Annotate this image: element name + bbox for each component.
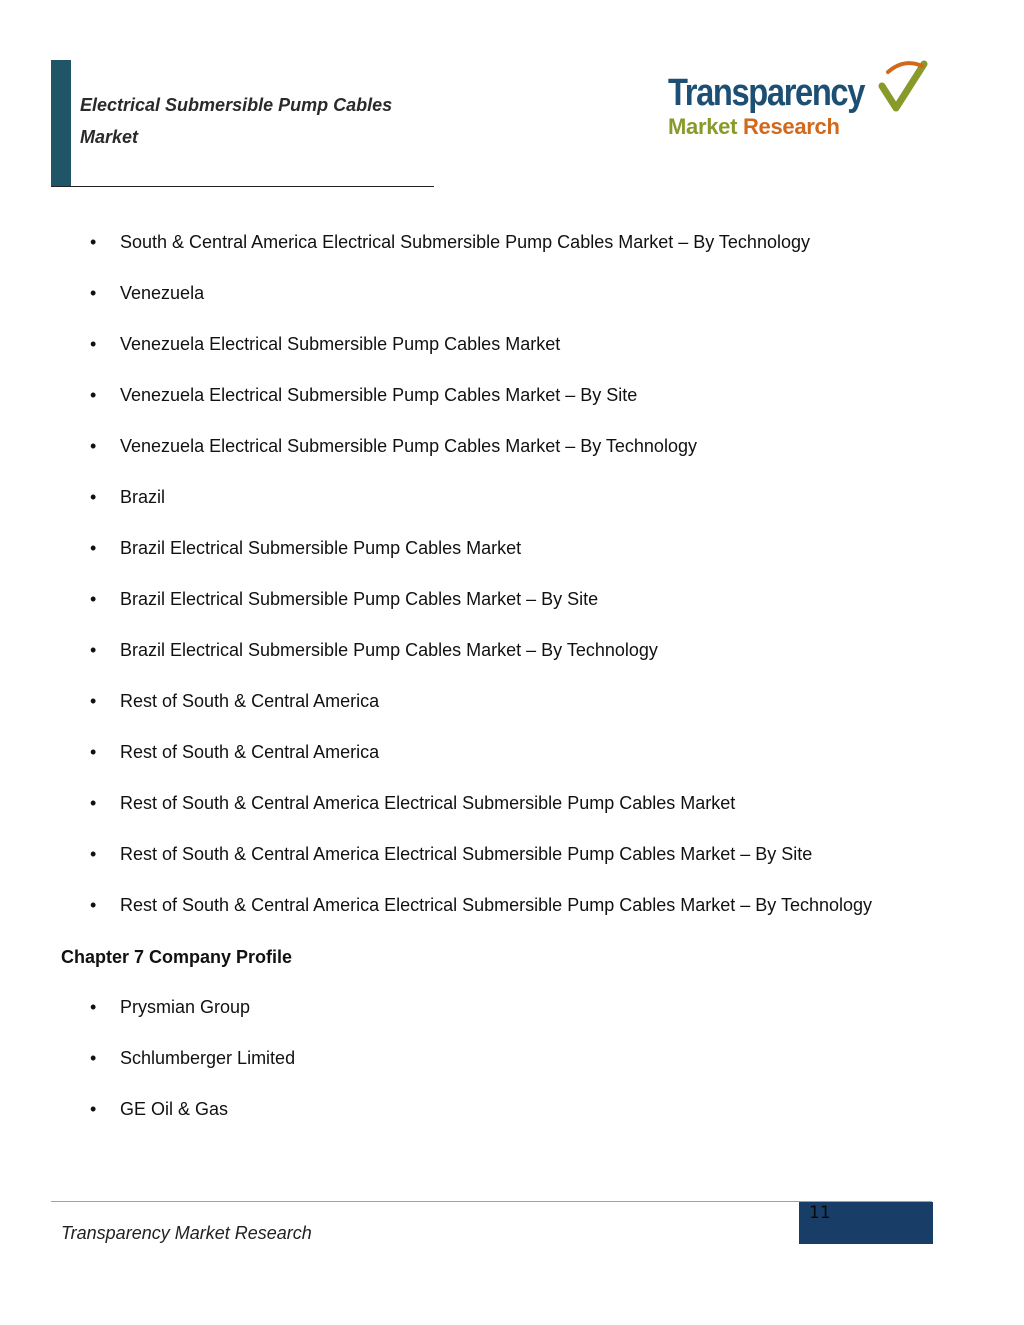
list-item — [90, 1047, 295, 1069]
chapter-heading: Chapter 7 Company Profile — [61, 947, 293, 967]
list-item — [90, 486, 165, 508]
bullet: • — [90, 487, 97, 507]
bullet: • — [90, 436, 97, 456]
list-item — [90, 384, 637, 406]
bullet: • — [90, 742, 97, 762]
list-item-text: Rest of South & Central America Electrical Submersible Pump Cables Market – By Site — [120, 844, 813, 864]
list-item — [90, 435, 697, 457]
list-item-text: GE Oil & Gas — [120, 1099, 229, 1119]
document-title-line-2: Market — [80, 127, 139, 147]
bullet: • — [90, 385, 97, 405]
list-item — [90, 843, 812, 865]
list-item — [90, 333, 560, 355]
bullet: • — [90, 232, 97, 252]
list-item — [90, 792, 735, 814]
list-item-text: Venezuela Electrical Submersible Pump Cables Market – By Site — [120, 385, 638, 405]
footer-publisher: Transparency Market Research — [61, 1223, 312, 1243]
bullet: • — [90, 538, 97, 558]
bullet: • — [90, 283, 97, 303]
list-item — [90, 690, 379, 712]
page-number: 11 — [809, 1203, 831, 1223]
bullet: • — [90, 895, 97, 915]
header-accent-bar — [51, 60, 71, 187]
list-item-text: South & Central America Electrical Submersible Pump Cables Market – By Technology — [120, 232, 810, 252]
list-item — [90, 537, 521, 559]
bullet: • — [90, 793, 97, 813]
list-item-text: Prysmian Group — [120, 997, 251, 1017]
logo-text-market: Market — [668, 114, 738, 139]
list-item-text: Brazil Electrical Submersible Pump Cables Market – By Technology — [120, 640, 658, 660]
logo-text-transparency: Transparency — [668, 72, 865, 114]
list-item-text: Schlumberger Limited — [120, 1048, 296, 1068]
list-item — [90, 741, 379, 763]
bullet: • — [90, 334, 97, 354]
list-item — [90, 894, 872, 916]
list-item-text: Rest of South & Central America — [120, 742, 380, 762]
list-item-text: Rest of South & Central America Electrical Submersible Pump Cables Market — [120, 793, 736, 813]
list-item — [90, 588, 598, 610]
list-item-text: Venezuela Electrical Submersible Pump Cables Market – By Technology — [120, 436, 697, 456]
list-item-text: Rest of South & Central America Electrical Submersible Pump Cables Market – By Technology — [120, 895, 873, 915]
list-item — [90, 282, 204, 304]
bullet: • — [90, 1099, 97, 1119]
company-logo — [668, 60, 918, 140]
list-item-text: Brazil Electrical Submersible Pump Cables Market – By Site — [120, 589, 599, 609]
bullet: • — [90, 997, 97, 1017]
bullet: • — [90, 640, 97, 660]
logo-text-research: Research — [742, 114, 840, 139]
list-item-text: Rest of South & Central America — [120, 691, 380, 711]
logo-text-market-research — [668, 114, 840, 140]
document-title — [80, 89, 440, 153]
list-item-text: Venezuela Electrical Submersible Pump Cables Market — [120, 334, 561, 354]
bullet: • — [90, 1048, 97, 1068]
bullet: • — [90, 589, 97, 609]
list-item — [90, 1098, 228, 1120]
page-number-box — [799, 1202, 933, 1244]
bullet: • — [90, 844, 97, 864]
list-item — [90, 231, 810, 253]
document-title-line-1: Electrical Submersible Pump Cables — [80, 95, 393, 115]
header-divider — [51, 186, 434, 187]
checkmark-icon — [878, 60, 928, 115]
list-item-text: Venezuela — [120, 283, 205, 303]
list-item — [90, 996, 250, 1018]
list-item-text: Brazil — [120, 487, 166, 507]
list-item-text: Brazil Electrical Submersible Pump Cables Market — [120, 538, 522, 558]
bullet: • — [90, 691, 97, 711]
list-item — [90, 639, 658, 661]
